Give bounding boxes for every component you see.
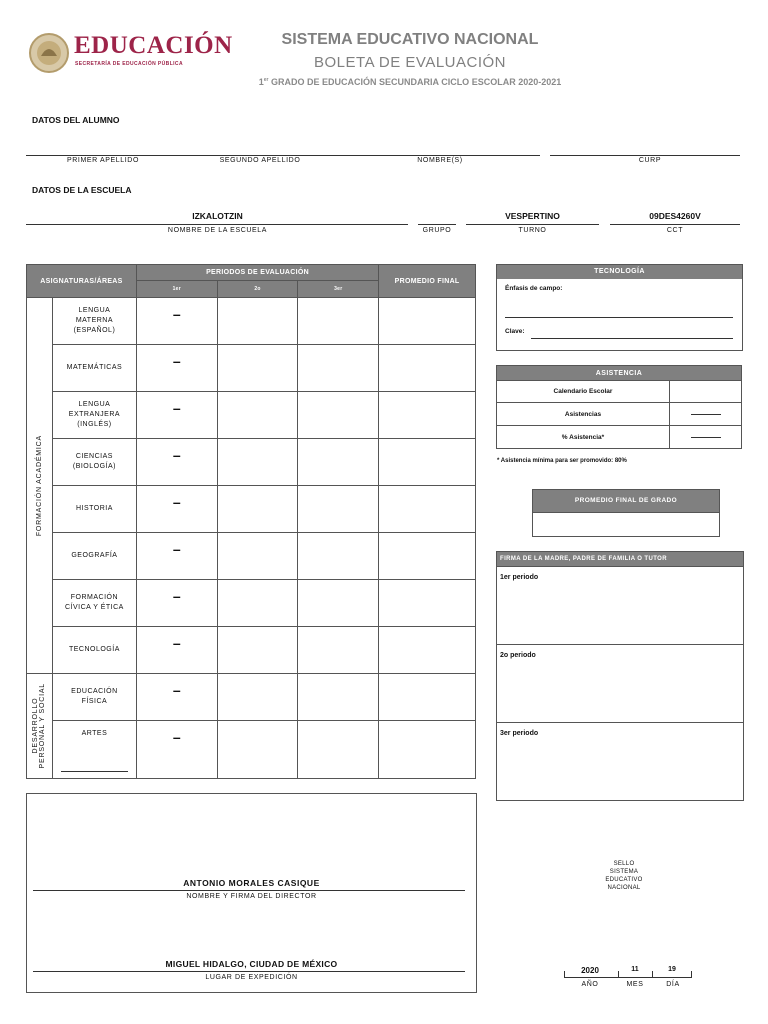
tecnologia-title: TECNOLOGÍA bbox=[497, 265, 742, 279]
grade-cell[interactable] bbox=[136, 345, 217, 392]
grade-cell[interactable] bbox=[217, 345, 298, 392]
grade-cell[interactable] bbox=[136, 392, 217, 439]
grade-cell[interactable] bbox=[298, 439, 379, 486]
sello-l1: SELLO bbox=[613, 861, 635, 867]
label-turno: TURNO bbox=[518, 227, 547, 234]
asistencia-title: ASISTENCIA bbox=[497, 366, 742, 381]
grade-number: 1 bbox=[258, 77, 264, 87]
header-line3-text: GRADO DE EDUCACIÓN SECUNDARIA CICLO ESCOLAR 2020-2021 bbox=[271, 77, 562, 87]
promedio-cell[interactable] bbox=[379, 721, 476, 779]
escuela-line-2 bbox=[418, 224, 456, 225]
fecha-tick bbox=[618, 971, 619, 977]
col-promedio: PROMEDIO FINAL bbox=[379, 265, 476, 298]
fecha-tick bbox=[564, 971, 565, 977]
promedio-cell[interactable] bbox=[379, 439, 476, 486]
grade-value: – bbox=[172, 729, 181, 745]
asistencia-value[interactable] bbox=[670, 426, 742, 449]
firma-periodo-3-label: 3er periodo bbox=[500, 730, 539, 737]
grade-cell[interactable] bbox=[217, 627, 298, 674]
fecha-anio-label: AÑO bbox=[581, 981, 599, 988]
grade-cell[interactable] bbox=[136, 486, 217, 533]
period-2: 2o bbox=[217, 281, 298, 298]
grade-cell[interactable] bbox=[136, 674, 217, 721]
grade-suffix: er bbox=[263, 77, 269, 83]
escuela-turno: VESPERTINO bbox=[505, 211, 560, 221]
asistencia-note: * Asistencia mínima para ser promovido: 80% bbox=[497, 458, 627, 464]
asistencia-row-label: % Asistencia* bbox=[497, 426, 670, 449]
promedio-grado-value[interactable] bbox=[533, 512, 719, 536]
subject-7: TECNOLOGÍA bbox=[52, 627, 136, 674]
grade-cell[interactable] bbox=[298, 580, 379, 627]
fecha-tick bbox=[691, 971, 692, 977]
sello-l2: SISTEMA bbox=[609, 869, 639, 875]
grade-cell[interactable] bbox=[136, 533, 217, 580]
grade-cell[interactable] bbox=[217, 674, 298, 721]
period-1: 1er bbox=[136, 281, 217, 298]
fecha-anio: 2020 bbox=[581, 966, 599, 975]
subject-9-label: ARTES bbox=[81, 730, 108, 737]
label-curp: CURP bbox=[638, 157, 662, 164]
expedicion-place: MIGUEL HIDALGO, CIUDAD DE MÉXICO bbox=[165, 959, 338, 969]
firma-periodo-3[interactable] bbox=[497, 722, 743, 800]
promedio-cell[interactable] bbox=[379, 627, 476, 674]
firma-periodo-1[interactable] bbox=[497, 566, 743, 644]
escuela-nombre: IZKALOTZIN bbox=[192, 211, 243, 221]
promedio-cell[interactable] bbox=[379, 486, 476, 533]
grade-value: – bbox=[172, 494, 181, 510]
promedio-cell[interactable] bbox=[379, 345, 476, 392]
director-box bbox=[26, 793, 477, 993]
grade-cell[interactable] bbox=[217, 439, 298, 486]
asistencia-value[interactable] bbox=[670, 381, 742, 403]
enfasis-line[interactable] bbox=[505, 317, 733, 318]
expedicion-label: LUGAR DE EXPEDICIÓN bbox=[205, 974, 298, 981]
grade-value: – bbox=[172, 306, 181, 322]
col-periodos: PERIODOS DE EVALUACIÓN bbox=[136, 265, 378, 281]
period-3: 3er bbox=[298, 281, 379, 298]
promedio-grado-title: PROMEDIO FINAL DE GRADO bbox=[533, 490, 719, 512]
promedio-cell[interactable] bbox=[379, 674, 476, 721]
director-sign-line[interactable] bbox=[33, 890, 465, 891]
subject-0: LENGUA MATERNA (ESPAÑOL) bbox=[52, 298, 136, 345]
grade-cell[interactable] bbox=[136, 439, 217, 486]
grade-cell[interactable] bbox=[136, 580, 217, 627]
coat-of-arms-icon bbox=[28, 32, 70, 74]
group-formacion-label: FORMACIÓN ACADÉMICA bbox=[35, 434, 43, 537]
section-escuela: DATOS DE LA ESCUELA bbox=[32, 185, 132, 195]
clave-line[interactable] bbox=[531, 338, 733, 339]
grade-cell[interactable] bbox=[136, 627, 217, 674]
grade-cell[interactable] bbox=[217, 486, 298, 533]
grade-cell[interactable] bbox=[298, 533, 379, 580]
fecha-dia: 19 bbox=[668, 966, 676, 973]
label-nombre: NOMBRE(S) bbox=[417, 157, 463, 164]
asistencia-row-label: Calendario Escolar bbox=[497, 381, 670, 403]
promedio-cell[interactable] bbox=[379, 533, 476, 580]
grade-cell[interactable] bbox=[217, 721, 298, 779]
section-alumno: DATOS DEL ALUMNO bbox=[32, 115, 120, 125]
subject-3: CIENCIAS (BIOLOGÍA) bbox=[52, 439, 136, 486]
fecha-line[interactable] bbox=[564, 977, 692, 978]
header-line3 bbox=[218, 77, 602, 87]
fecha-tick bbox=[652, 971, 653, 977]
escuela-line-4 bbox=[610, 224, 740, 225]
promedio-grado-box bbox=[532, 489, 720, 537]
grade-cell[interactable] bbox=[298, 392, 379, 439]
logo-subtitle: SECRETARÍA DE EDUCACIÓN PÚBLICA bbox=[75, 61, 183, 67]
grade-cell[interactable] bbox=[217, 533, 298, 580]
firma-periodo-1-label: 1er periodo bbox=[500, 574, 539, 581]
logo-title: EDUCACIÓN bbox=[74, 32, 233, 59]
subject-6: FORMACIÓN CÍVICA Y ÉTICA bbox=[52, 580, 136, 627]
director-name: ANTONIO MORALES CASIQUE bbox=[183, 878, 320, 888]
subject-2: LENGUA EXTRANJERA (INGLÉS) bbox=[52, 392, 136, 439]
header-line1: SISTEMA EDUCATIVO NACIONAL bbox=[281, 31, 539, 48]
firma-tutor-box bbox=[496, 551, 744, 801]
grade-value: – bbox=[172, 682, 181, 698]
director-label: NOMBRE Y FIRMA DEL DIRECTOR bbox=[186, 893, 317, 900]
artes-fill-line[interactable] bbox=[61, 771, 128, 772]
promedio-cell[interactable] bbox=[379, 298, 476, 345]
enfasis-label: Énfasis de campo: bbox=[505, 285, 563, 292]
firma-periodo-2-label: 2o periodo bbox=[500, 652, 536, 659]
group-desarrollo-label-1: DESARROLLO bbox=[32, 698, 40, 754]
alumno-line-1 bbox=[26, 155, 540, 156]
tecnologia-box bbox=[496, 264, 743, 351]
grade-cell[interactable] bbox=[136, 721, 217, 779]
escuela-line-3 bbox=[466, 224, 599, 225]
expedicion-line[interactable] bbox=[33, 971, 465, 972]
grade-cell[interactable] bbox=[298, 486, 379, 533]
grade-cell[interactable] bbox=[298, 298, 379, 345]
subject-5: GEOGRAFÍA bbox=[52, 533, 136, 580]
asistencia-row-label: Asistencias bbox=[497, 403, 670, 426]
asistencia-value[interactable] bbox=[670, 403, 742, 426]
subject-4: HISTORIA bbox=[52, 486, 136, 533]
grade-value: – bbox=[172, 353, 181, 369]
grade-cell[interactable] bbox=[217, 580, 298, 627]
grade-value: – bbox=[172, 541, 181, 557]
header-line2: BOLETA DE EVALUACIÓN bbox=[314, 54, 506, 71]
sello bbox=[586, 860, 662, 892]
fecha-mes: 11 bbox=[631, 966, 639, 973]
subject-8: EDUCACIÓN FÍSICA bbox=[52, 674, 136, 721]
col-asignaturas: ASIGNATURAS/ÁREAS bbox=[27, 265, 137, 298]
promedio-cell[interactable] bbox=[379, 392, 476, 439]
group-formacion bbox=[27, 298, 53, 674]
label-escuela: NOMBRE DE LA ESCUELA bbox=[167, 227, 268, 234]
label-cct: CCT bbox=[666, 227, 684, 234]
sello-l4: NACIONAL bbox=[607, 885, 641, 891]
label-apellido1: PRIMER APELLIDO bbox=[66, 157, 140, 164]
subject-9 bbox=[52, 721, 136, 779]
grade-cell[interactable] bbox=[298, 674, 379, 721]
alumno-line-2 bbox=[550, 155, 740, 156]
escuela-cct: 09DES4260V bbox=[649, 211, 701, 221]
grade-cell[interactable] bbox=[298, 345, 379, 392]
label-apellido2: SEGUNDO APELLIDO bbox=[219, 157, 301, 164]
firma-periodo-2[interactable] bbox=[497, 644, 743, 722]
fecha-dia-label: DÍA bbox=[666, 981, 680, 988]
grades-table bbox=[26, 264, 476, 779]
grade-value: – bbox=[172, 588, 181, 604]
logo bbox=[28, 30, 233, 76]
grade-cell[interactable] bbox=[298, 721, 379, 779]
label-grupo: GRUPO bbox=[422, 227, 452, 234]
group-desarrollo-label-2: PERSONAL Y SOCIAL bbox=[39, 683, 47, 769]
grade-value: – bbox=[172, 447, 181, 463]
grade-cell[interactable] bbox=[217, 298, 298, 345]
promedio-cell[interactable] bbox=[379, 580, 476, 627]
grade-value: – bbox=[172, 635, 181, 651]
grade-cell[interactable] bbox=[217, 392, 298, 439]
asistencia-table bbox=[496, 365, 742, 449]
firma-tutor-title: FIRMA DE LA MADRE, PADRE DE FAMILIA O TUTOR bbox=[497, 552, 743, 566]
fecha-mes-label: MES bbox=[626, 981, 644, 988]
group-desarrollo bbox=[27, 674, 53, 779]
escuela-line-1 bbox=[26, 224, 408, 225]
grade-cell[interactable] bbox=[136, 298, 217, 345]
grade-value: – bbox=[172, 400, 181, 416]
clave-label: Clave: bbox=[505, 328, 525, 335]
grade-cell[interactable] bbox=[298, 627, 379, 674]
subject-1: MATEMÁTICAS bbox=[52, 345, 136, 392]
sello-l3: EDUCATIVO bbox=[605, 877, 643, 883]
